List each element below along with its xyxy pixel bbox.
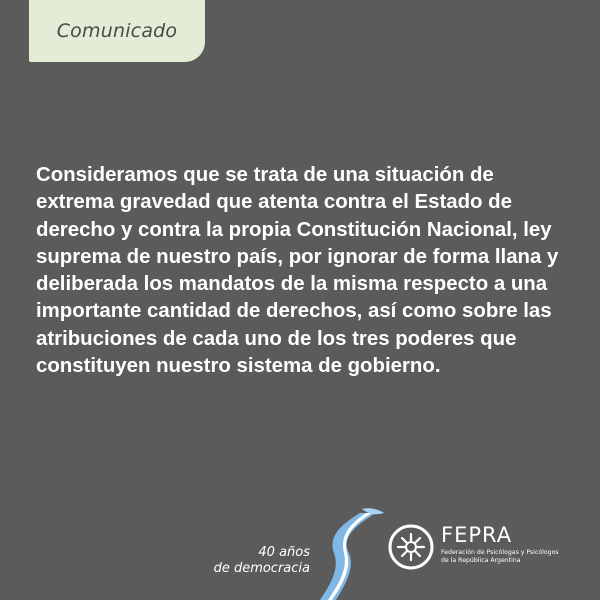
fepra-brand: [441, 524, 581, 565]
brand-subtitle-line-2: de la República Argentina: [441, 557, 521, 564]
comunicado-tab: [29, 0, 205, 62]
anniversary-caption: [214, 545, 310, 577]
tab-label: Comunicado: [56, 20, 178, 42]
brand-name: FEPRA: [441, 523, 513, 547]
argentina-flag-ribbon-icon: [300, 505, 386, 600]
anniversary-line-2: de democracia: [213, 561, 310, 576]
anniversary-line-1: 40 años: [258, 545, 310, 560]
statement-text: Consideramos que se trata de una situación de extrema gravedad que atenta contra el Estado de derecho y contra la propia Constitución Nacional, ley suprema de nuestro país, por ignorar de forma llana y deliberada los mandatos de la misma respecto a una importante cantidad de derechos, así como sobre las atribuciones de cada uno de los tres poderes que constituyen nuestro sistema de gobierno.: [36, 164, 559, 378]
brand-subtitle-line-1: Federación de Psicólogas y Psicólogos: [441, 549, 559, 556]
brand-subtitle: [441, 549, 581, 565]
fepra-emblem-icon: [388, 524, 434, 570]
